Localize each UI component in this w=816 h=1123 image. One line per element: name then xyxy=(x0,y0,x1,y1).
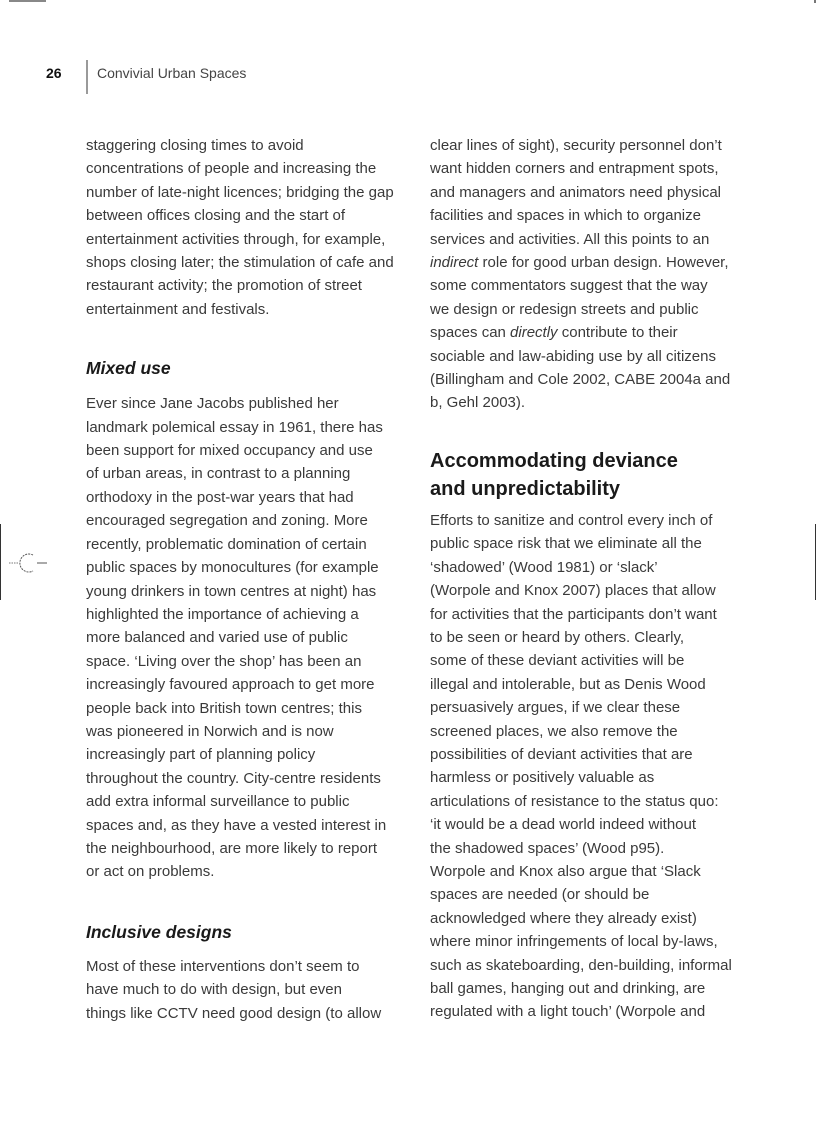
text-line: ‘shadowed’ (Wood 1981) or ‘slack’ xyxy=(430,558,658,576)
text-line: Efforts to sanitize and control every inch of xyxy=(430,511,713,529)
text-line: (Billingham and Cole 2002, CABE 2004a and xyxy=(430,371,731,389)
text-line: increasingly part of planning policy xyxy=(86,746,316,764)
text-line: entertainment and festivals. xyxy=(86,300,270,318)
text-line: ‘it would be a dead world indeed without xyxy=(430,816,697,834)
text-span: contribute to their xyxy=(557,324,678,342)
text-line: the neighbourhood, are more likely to report xyxy=(86,839,378,857)
crop-mark-left xyxy=(0,524,1,600)
paragraph-inclusive-designs xyxy=(86,955,396,1025)
text-line: we design or redesign streets and public xyxy=(430,300,699,318)
subheading-mixed-use: Mixed use xyxy=(86,358,171,379)
text-line: encouraged segregation and zoning. More xyxy=(86,512,368,530)
text-line: to be seen or heard by others. Clearly, xyxy=(430,628,685,646)
subheading-inclusive-designs: Inclusive designs xyxy=(86,921,232,942)
page-number: 26 xyxy=(46,65,62,81)
paragraph-deviance xyxy=(430,509,735,1024)
text-line: number of late-night licences; bridging the gap xyxy=(86,183,394,201)
text-line: space. ‘Living over the shop’ has been an xyxy=(86,652,362,670)
text-line: spaces are needed (or should be xyxy=(430,886,650,904)
heading-line: and unpredictability xyxy=(430,477,621,500)
text-line: where minor infringements of local by-laws, xyxy=(430,933,718,951)
text-line: have much to do with design, but even xyxy=(86,981,342,999)
text-line: people back into British town centres; this xyxy=(86,699,362,717)
text-line: some commentators suggest that the way xyxy=(430,277,708,295)
text-line: articulations of resistance to the status quo: xyxy=(430,792,719,810)
text-line: spaces and, as they have a vested interest in xyxy=(86,816,387,834)
header-divider xyxy=(86,60,88,94)
text-line: more balanced and varied use of public xyxy=(86,629,348,647)
text-line: restaurant activity; the promotion of street xyxy=(86,277,362,295)
text-line: and managers and animators need physical xyxy=(430,183,722,201)
text-line: was pioneered in Norwich and is now xyxy=(86,722,334,740)
text-line: staggering closing times to avoid xyxy=(86,137,304,154)
text-line: facilities and spaces in which to organize xyxy=(430,207,701,225)
text-line: between offices closing and the start of xyxy=(86,207,346,225)
text-line: some of these deviant activities will be xyxy=(430,652,685,670)
text-line: orthodoxy in the post-war years that had xyxy=(86,488,354,506)
paragraph-design-role xyxy=(430,134,735,415)
text-span: role for good urban design. However, xyxy=(478,254,729,272)
text-line: entertainment activities through, for example, xyxy=(86,230,386,248)
text-line: things like CCTV need good design (to allow xyxy=(86,1004,382,1022)
text-line: of urban areas, in contrast to a planning xyxy=(86,465,351,483)
text-line: services and activities. All this points to an xyxy=(430,230,710,248)
text-line: acknowledged where they already exist) xyxy=(430,909,697,927)
text-line xyxy=(430,321,735,344)
text-line: Worpole and Knox also argue that ‘Slack xyxy=(430,862,701,880)
text-line: Most of these interventions don’t seem to xyxy=(86,957,360,975)
text-line: screened places, we also remove the xyxy=(430,722,678,740)
text-line: illegal and intolerable, but as Denis Wood xyxy=(430,675,706,693)
section-heading-deviance xyxy=(430,447,735,503)
text-line: the shadowed spaces’ (Wood p95). xyxy=(430,839,665,857)
book-title: Convivial Urban Spaces xyxy=(97,65,247,81)
registration-mark-icon xyxy=(9,550,47,576)
text-line: clear lines of sight), security personnel don’t xyxy=(430,137,722,154)
heading-line: Accommodating deviance xyxy=(430,449,678,472)
text-line: want hidden corners and entrapment spots, xyxy=(430,160,719,178)
running-head xyxy=(0,60,816,94)
text-line: possibilities of deviant activities that are xyxy=(430,745,693,763)
emphasis-directly: directly xyxy=(510,324,558,342)
text-line: for activities that the participants don’t want xyxy=(430,605,717,623)
text-line: public spaces by monocultures (for example xyxy=(86,559,379,577)
text-line: been support for mixed occupancy and use xyxy=(86,442,373,460)
text-line: b, Gehl 2003). xyxy=(430,394,526,412)
text-line: throughout the country. City-centre residents xyxy=(86,769,381,787)
text-line: shops closing later; the stimulation of cafe and xyxy=(86,254,394,272)
text-line: harmless or positively valuable as xyxy=(430,769,655,787)
text-line: persuasively argues, if we clear these xyxy=(430,699,681,717)
text-line: young drinkers in town centres at night) has xyxy=(86,582,377,600)
text-line: highlighted the importance of achieving a xyxy=(86,605,359,623)
text-line: such as skateboarding, den-building, informal xyxy=(430,956,732,974)
text-line: increasingly favoured approach to get more xyxy=(86,676,375,694)
text-line: public space risk that we eliminate all the xyxy=(430,535,702,553)
text-line: landmark polemical essay in 1961, there has xyxy=(86,418,383,436)
text-line: concentrations of people and increasing the xyxy=(86,160,377,178)
text-line: or act on problems. xyxy=(86,863,215,881)
emphasis-indirect: indirect xyxy=(430,254,479,272)
right-column xyxy=(430,134,735,1024)
paragraph-closing-times xyxy=(86,134,396,321)
left-column xyxy=(86,134,396,1025)
paragraph-mixed-use xyxy=(86,392,396,884)
text-span: spaces can xyxy=(430,324,511,342)
text-line: recently, problematic domination of certain xyxy=(86,535,367,553)
text-line: ball games, hanging out and drinking, are xyxy=(430,980,706,997)
text-line: Ever since Jane Jacobs published her xyxy=(86,395,339,413)
text-line xyxy=(430,251,735,274)
text-line: (Worpole and Knox 2007) places that allow xyxy=(430,582,716,600)
text-line: add extra informal surveillance to public xyxy=(86,793,350,811)
crop-mark-top xyxy=(9,0,46,2)
text-line: regulated with a light touch’ (Worpole and xyxy=(430,1003,706,1021)
text-line: sociable and law-abiding use by all citizens xyxy=(430,347,716,365)
